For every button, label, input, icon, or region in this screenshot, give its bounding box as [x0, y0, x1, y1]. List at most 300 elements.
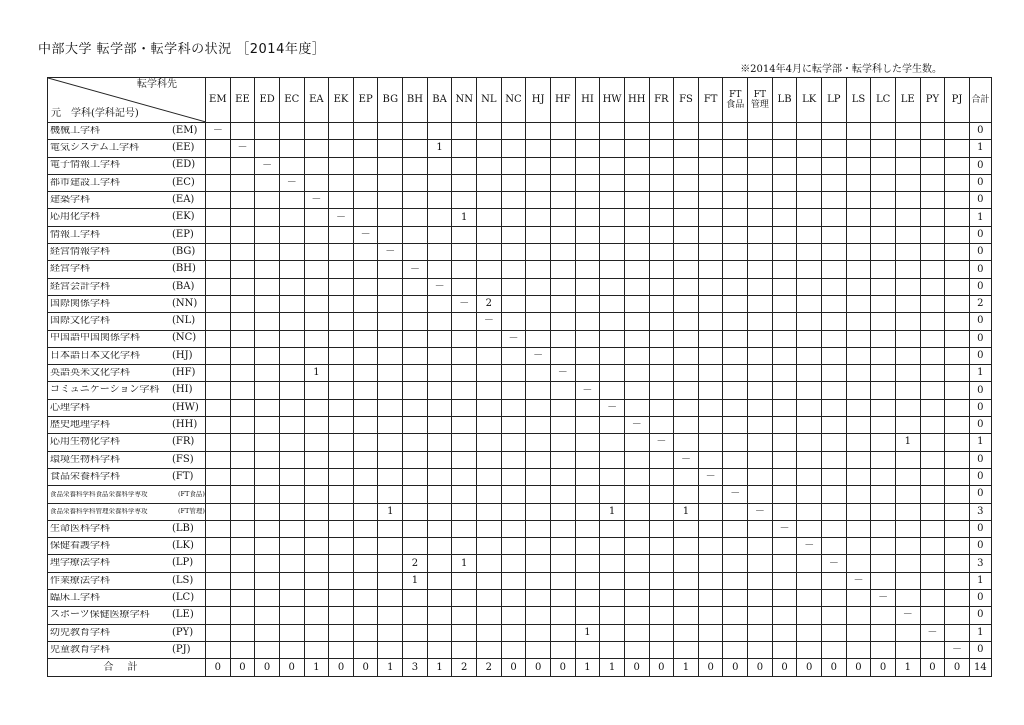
- table-cell: [748, 555, 773, 572]
- column-header: EM: [206, 78, 231, 123]
- footnote: ※2014年4月に転学部・転学科した学生数。: [740, 64, 942, 75]
- table-cell: [846, 140, 871, 157]
- table-cell: [871, 365, 896, 382]
- row-total: 2: [969, 295, 991, 312]
- table-cell: [822, 434, 847, 451]
- table-body: [48, 123, 992, 677]
- table-cell: [403, 313, 428, 330]
- table-cell: [255, 278, 280, 295]
- table-cell: [304, 174, 329, 191]
- table-cell: [279, 123, 304, 140]
- table-cell: [649, 590, 674, 607]
- table-cell: [649, 451, 674, 468]
- corner-header: [48, 78, 206, 123]
- table-cell: [723, 468, 748, 485]
- table-cell: [550, 399, 575, 416]
- table-cell: [772, 313, 797, 330]
- table-cell: [649, 140, 674, 157]
- table-cell: [206, 520, 231, 537]
- department-name: 環境生物科学科: [50, 454, 120, 465]
- table-cell: [206, 261, 231, 278]
- table-cell: [206, 486, 231, 503]
- table-cell: [427, 624, 452, 641]
- table-cell: [403, 624, 428, 641]
- table-row: [48, 226, 992, 243]
- table-cell: [895, 140, 920, 157]
- table-cell: [600, 538, 625, 555]
- table-cell: [772, 192, 797, 209]
- table-cell: [822, 520, 847, 537]
- department-code: (HH): [172, 418, 198, 430]
- table-cell: [329, 538, 354, 555]
- table-cell: [353, 572, 378, 589]
- table-cell: [945, 347, 970, 364]
- department-name: 食品栄養科学科管理栄養科学専攻: [50, 507, 148, 515]
- table-cell: [698, 192, 723, 209]
- table-cell: [674, 538, 699, 555]
- department-code: (BA): [172, 280, 195, 292]
- table-cell: [945, 174, 970, 191]
- table-cell: [797, 555, 822, 572]
- table-row: [48, 624, 992, 641]
- table-cell: [822, 278, 847, 295]
- table-cell: [206, 295, 231, 312]
- department-name: 保健看護学科: [50, 541, 110, 552]
- table-cell: [748, 278, 773, 295]
- table-cell: [403, 209, 428, 226]
- table-cell: [230, 399, 255, 416]
- table-cell: [600, 572, 625, 589]
- table-cell: [477, 468, 502, 485]
- table-cell: [501, 278, 526, 295]
- table-cell: [230, 641, 255, 658]
- table-cell: [501, 555, 526, 572]
- table-cell: [255, 192, 280, 209]
- table-cell: [526, 157, 551, 174]
- table-cell: [822, 590, 847, 607]
- table-row: [48, 295, 992, 312]
- table-cell: [920, 226, 945, 243]
- table-cell: [624, 295, 649, 312]
- table-cell: [871, 226, 896, 243]
- table-cell: [895, 365, 920, 382]
- table-cell: [550, 641, 575, 658]
- table-cell: [575, 157, 600, 174]
- table-cell: [230, 365, 255, 382]
- table-cell: [452, 365, 477, 382]
- department-code: (LE): [172, 609, 194, 621]
- table-cell: [600, 624, 625, 641]
- table-cell: [353, 538, 378, 555]
- table-cell: [427, 174, 452, 191]
- table-cell: [575, 641, 600, 658]
- table-cell: [945, 590, 970, 607]
- table-cell: [427, 330, 452, 347]
- table-cell: [279, 399, 304, 416]
- table-cell: [575, 520, 600, 537]
- row-header: [48, 192, 206, 209]
- row-header: [48, 503, 206, 520]
- column-header: HF: [550, 78, 575, 123]
- table-cell: [378, 468, 403, 485]
- table-cell: [600, 209, 625, 226]
- table-cell: －: [427, 278, 452, 295]
- table-cell: [772, 174, 797, 191]
- table-cell: [698, 434, 723, 451]
- table-cell: [230, 503, 255, 520]
- row-header: [48, 624, 206, 641]
- table-cell: [772, 278, 797, 295]
- table-cell: [575, 261, 600, 278]
- table-cell: [674, 520, 699, 537]
- table-cell: [329, 624, 354, 641]
- table-cell: [871, 520, 896, 537]
- table-cell: [206, 538, 231, 555]
- table-cell: [822, 209, 847, 226]
- table-row: [48, 174, 992, 191]
- table-cell: [772, 244, 797, 261]
- table-cell: [427, 123, 452, 140]
- table-cell: [871, 382, 896, 399]
- table-cell: [206, 555, 231, 572]
- table-cell: [378, 365, 403, 382]
- row-total: 0: [969, 417, 991, 434]
- table-cell: [279, 417, 304, 434]
- table-cell: [748, 607, 773, 624]
- table-cell: [477, 538, 502, 555]
- table-cell: －: [895, 607, 920, 624]
- table-cell: [279, 261, 304, 278]
- table-cell: [206, 572, 231, 589]
- table-cell: [871, 347, 896, 364]
- table-cell: [206, 434, 231, 451]
- row-header: [48, 313, 206, 330]
- table-cell: [748, 330, 773, 347]
- table-cell: [575, 174, 600, 191]
- table-cell: [526, 641, 551, 658]
- table-cell: [649, 347, 674, 364]
- destination-label: 転学科先: [137, 79, 177, 90]
- table-cell: [822, 503, 847, 520]
- table-cell: [822, 572, 847, 589]
- department-name: 歴史地理学科: [50, 419, 110, 430]
- table-cell: [452, 226, 477, 243]
- department-code: (EE): [172, 142, 195, 154]
- table-cell: [723, 313, 748, 330]
- table-cell: [255, 244, 280, 261]
- table-cell: [600, 607, 625, 624]
- table-cell: [403, 590, 428, 607]
- table-cell: [353, 486, 378, 503]
- table-cell: [353, 157, 378, 174]
- table-cell: [575, 555, 600, 572]
- sum-cell: 0: [206, 659, 231, 677]
- table-cell: [279, 295, 304, 312]
- table-cell: [920, 278, 945, 295]
- table-cell: [206, 330, 231, 347]
- sum-cell: 0: [255, 659, 280, 677]
- department-name: スポーツ保健医療学科: [50, 610, 150, 621]
- sum-cell: 1: [600, 659, 625, 677]
- column-header: LP: [822, 78, 847, 123]
- table-cell: [526, 503, 551, 520]
- row-total: 0: [969, 486, 991, 503]
- table-cell: [230, 123, 255, 140]
- table-cell: [846, 261, 871, 278]
- table-cell: [304, 330, 329, 347]
- table-cell: [895, 417, 920, 434]
- table-cell: [920, 209, 945, 226]
- table-cell: [871, 140, 896, 157]
- table-cell: [797, 520, 822, 537]
- table-cell: [649, 503, 674, 520]
- table-cell: [353, 209, 378, 226]
- table-cell: [477, 123, 502, 140]
- table-cell: [477, 330, 502, 347]
- table-cell: [501, 641, 526, 658]
- table-cell: [723, 261, 748, 278]
- table-cell: [427, 451, 452, 468]
- table-cell: －: [550, 365, 575, 382]
- table-cell: [723, 451, 748, 468]
- table-cell: [526, 486, 551, 503]
- table-cell: [649, 538, 674, 555]
- table-cell: [255, 209, 280, 226]
- table-cell: [649, 399, 674, 416]
- table-cell: [353, 365, 378, 382]
- table-cell: [255, 417, 280, 434]
- row-total: 0: [969, 313, 991, 330]
- table-cell: [698, 503, 723, 520]
- table-row: [48, 641, 992, 658]
- table-cell: [304, 209, 329, 226]
- table-cell: [501, 347, 526, 364]
- table-cell: [748, 157, 773, 174]
- table-cell: [403, 123, 428, 140]
- table-row: [48, 486, 992, 503]
- table-cell: [945, 486, 970, 503]
- header-row: [48, 78, 992, 123]
- table-cell: [624, 209, 649, 226]
- row-total: 0: [969, 399, 991, 416]
- table-cell: [353, 641, 378, 658]
- table-cell: －: [945, 641, 970, 658]
- sum-cell: 1: [895, 659, 920, 677]
- table-cell: [255, 226, 280, 243]
- table-cell: [846, 330, 871, 347]
- department-code: (NC): [172, 332, 197, 344]
- table-cell: [279, 330, 304, 347]
- table-cell: [230, 382, 255, 399]
- table-cell: [526, 451, 551, 468]
- row-header: [48, 607, 206, 624]
- table-cell: [329, 313, 354, 330]
- table-cell: [427, 538, 452, 555]
- table-cell: [871, 244, 896, 261]
- department-code: (EC): [172, 176, 195, 188]
- table-cell: [822, 451, 847, 468]
- table-cell: [624, 607, 649, 624]
- table-cell: [846, 192, 871, 209]
- table-cell: [255, 434, 280, 451]
- table-cell: [748, 295, 773, 312]
- table-cell: [895, 347, 920, 364]
- table-cell: [748, 572, 773, 589]
- table-cell: [920, 451, 945, 468]
- table-cell: 1: [600, 503, 625, 520]
- table-cell: [649, 123, 674, 140]
- table-cell: [698, 486, 723, 503]
- table-cell: [304, 641, 329, 658]
- table-cell: [600, 261, 625, 278]
- column-header: LK: [797, 78, 822, 123]
- table-cell: [452, 486, 477, 503]
- row-total: 0: [969, 226, 991, 243]
- table-cell: [279, 641, 304, 658]
- table-cell: [723, 572, 748, 589]
- table-cell: [772, 434, 797, 451]
- table-cell: 1: [427, 140, 452, 157]
- table-cell: [550, 278, 575, 295]
- table-cell: [846, 538, 871, 555]
- column-header: HH: [624, 78, 649, 123]
- table-cell: [649, 330, 674, 347]
- table-cell: [477, 451, 502, 468]
- table-cell: [895, 503, 920, 520]
- table-cell: [575, 417, 600, 434]
- department-name: 電子情報工学科: [50, 160, 120, 171]
- table-cell: [772, 468, 797, 485]
- table-cell: [674, 417, 699, 434]
- table-cell: [772, 330, 797, 347]
- column-header: HI: [575, 78, 600, 123]
- table-cell: [452, 347, 477, 364]
- table-cell: [526, 192, 551, 209]
- table-cell: －: [477, 313, 502, 330]
- table-cell: [846, 123, 871, 140]
- table-cell: [748, 244, 773, 261]
- table-cell: [797, 417, 822, 434]
- table-cell: [378, 313, 403, 330]
- table-cell: [748, 590, 773, 607]
- table-cell: [353, 520, 378, 537]
- table-cell: [945, 330, 970, 347]
- row-total: 0: [969, 123, 991, 140]
- table-cell: [624, 226, 649, 243]
- table-cell: [550, 347, 575, 364]
- table-cell: [846, 520, 871, 537]
- table-cell: [698, 399, 723, 416]
- table-cell: [871, 451, 896, 468]
- table-cell: [403, 468, 428, 485]
- table-cell: [945, 624, 970, 641]
- row-header: [48, 365, 206, 382]
- table-cell: [575, 451, 600, 468]
- table-cell: [501, 538, 526, 555]
- table-cell: [674, 123, 699, 140]
- table-cell: [501, 313, 526, 330]
- row-header: [48, 295, 206, 312]
- table-cell: [427, 555, 452, 572]
- table-cell: [206, 244, 231, 261]
- table-cell: [329, 244, 354, 261]
- table-cell: [822, 382, 847, 399]
- table-cell: [452, 417, 477, 434]
- row-total: 0: [969, 244, 991, 261]
- table-cell: [575, 399, 600, 416]
- table-cell: [772, 486, 797, 503]
- table-cell: [822, 123, 847, 140]
- table-cell: [698, 330, 723, 347]
- table-cell: [895, 123, 920, 140]
- table-cell: 1: [575, 624, 600, 641]
- table-cell: [945, 295, 970, 312]
- table-cell: [871, 641, 896, 658]
- table-cell: [723, 417, 748, 434]
- column-header: PJ: [945, 78, 970, 123]
- table-cell: [797, 330, 822, 347]
- table-cell: [452, 572, 477, 589]
- table-cell: [378, 209, 403, 226]
- table-cell: [846, 278, 871, 295]
- table-cell: [575, 330, 600, 347]
- table-cell: [575, 226, 600, 243]
- table-cell: 1: [452, 555, 477, 572]
- sum-cell: 1: [575, 659, 600, 677]
- table-cell: [378, 520, 403, 537]
- row-total: 0: [969, 330, 991, 347]
- table-cell: [403, 486, 428, 503]
- table-cell: [550, 313, 575, 330]
- department-code: (FT食品): [178, 489, 205, 498]
- table-cell: [920, 520, 945, 537]
- table-cell: [600, 295, 625, 312]
- table-cell: [230, 313, 255, 330]
- table-cell: [649, 209, 674, 226]
- table-cell: [206, 157, 231, 174]
- table-cell: [674, 174, 699, 191]
- sum-cell: 0: [871, 659, 896, 677]
- table-cell: [206, 278, 231, 295]
- table-cell: [895, 624, 920, 641]
- table-cell: [575, 486, 600, 503]
- table-cell: [477, 209, 502, 226]
- table-cell: [255, 295, 280, 312]
- table-cell: [575, 244, 600, 261]
- table-cell: [895, 192, 920, 209]
- table-cell: [279, 157, 304, 174]
- table-cell: [575, 503, 600, 520]
- table-cell: [920, 123, 945, 140]
- table-cell: [403, 417, 428, 434]
- table-cell: [427, 417, 452, 434]
- sum-label: 合計: [48, 659, 206, 677]
- department-name: 応用生物化学科: [50, 437, 120, 448]
- table-cell: [822, 607, 847, 624]
- row-header: [48, 451, 206, 468]
- table-cell: [206, 399, 231, 416]
- table-cell: [600, 174, 625, 191]
- row-total: 1: [969, 209, 991, 226]
- table-cell: [452, 261, 477, 278]
- table-cell: [797, 347, 822, 364]
- department-code: (FR): [172, 436, 195, 448]
- department-name: 国際関係学科: [50, 298, 110, 309]
- table-cell: [230, 607, 255, 624]
- table-cell: [945, 434, 970, 451]
- table-cell: [329, 174, 354, 191]
- table-row: [48, 538, 992, 555]
